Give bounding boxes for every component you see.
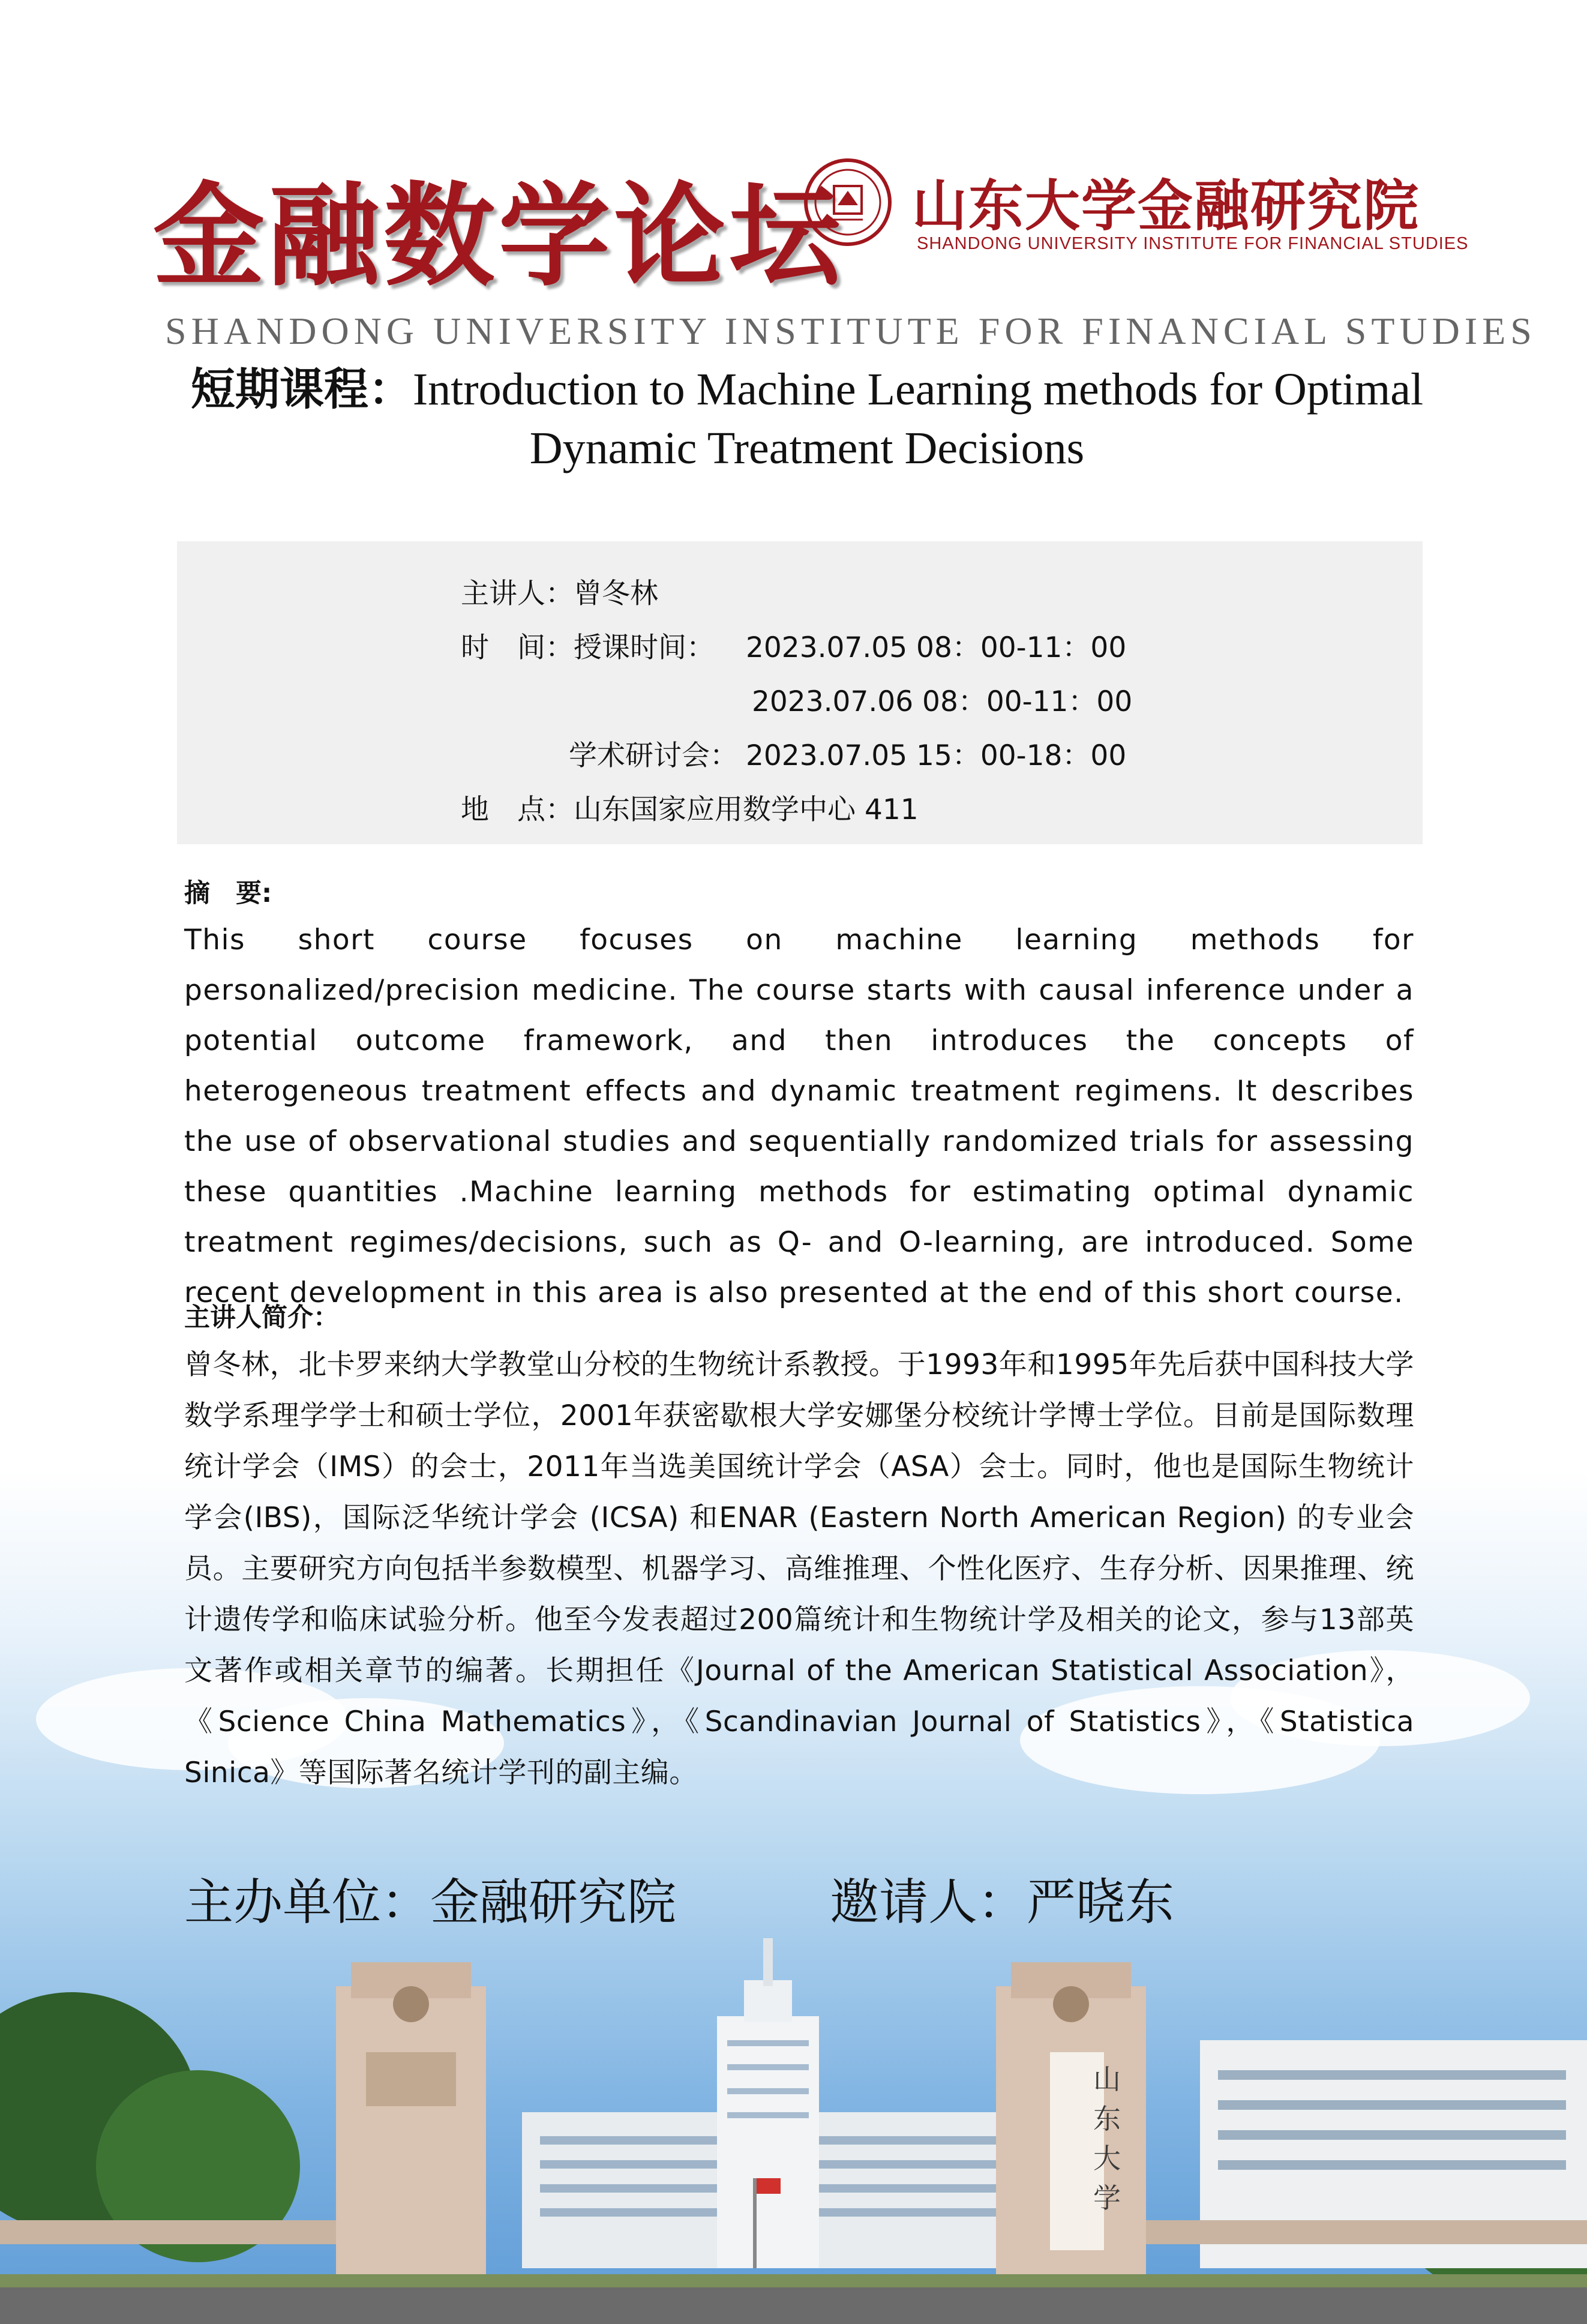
institute-name-en-large: SHANDONG UNIVERSITY INSTITUTE FOR FINANCIAL STUDIES [165, 310, 1537, 352]
institute-seal-icon [803, 157, 893, 247]
course-label: 短期课程： [190, 364, 413, 415]
abstract-heading: 摘 要: [184, 878, 272, 908]
seminar-time: 2023.07.05 15：00-18：00 [746, 739, 1127, 772]
time-row [461, 625, 715, 665]
lecture-time-1: 2023.07.05 08：00-11：00 [746, 631, 1127, 664]
institute-name-cn: 山东大学金融研究院 [912, 173, 1420, 238]
lecture-time-2: 2023.07.06 08：00-11：00 [752, 685, 1133, 718]
inviter-label: 邀请人： [830, 1874, 1027, 1931]
inviter-name: 严晓东 [1027, 1874, 1175, 1931]
course-title-line1: Introduction to Machine Learning methods for Optimal [412, 364, 1424, 415]
speaker-row [461, 571, 658, 611]
forum-title: 金融数学论坛 [153, 170, 845, 301]
speaker-name: 曾冬林 [574, 577, 658, 610]
seminar-label: 学术研讨会： [569, 739, 738, 772]
speaker-label: 主讲人： [461, 577, 574, 610]
location-value: 山东国家应用数学中心 411 [574, 793, 919, 826]
bio-text: 曾冬林，北卡罗来纳大学教堂山分校的生物统计系教授。于1993年和1995年先后获中国科技大学数学系理学学士和硕士学位，2001年获密歇根大学安娜堡分校统计学博士学位。目前是国际数理统计学会（IMS）的会士，2011年当选美国统计学会（ASA）会士。同时，他也是国际生物统计学会(IBS)，国际泛华统计学会 (ICSA) 和ENAR (Eastern North American Region) 的专业会员。主要研究方向包括半参数模型、机器学习、高维推理、个性化医疗、生存分析、因果推理、统计遗传学和临床试验分析。他至今发表超过200篇统计和生物统计学及相关的论文，参与13部英文著作或相关章节的编著。长期担任《Journal of the American Statistical Association》，《Science China Mathematics》，《Scandinavian Journal of Statistics》，《Statistica Sinica》等国际著名统计学刊的副主编。 [184, 1348, 1414, 1789]
abstract-text: This short course focuses on machine learning methods for personalized/precision medicine. The course starts with causal inference under a potential outcome framework, and then introduces the concepts of heterogeneous treatment effects and dynamic treatment regimens. It describes the use of observational studies and sequentially randomized trials for assessing these quantities .Machine learning methods for estimating optimal dynamic treatment regimes/decisions, such as Q- and O-learning, are introduced. Some recent development in this area is also presented at the end of this short course. [184, 923, 1414, 1309]
course-title-line2: Dynamic Treatment Decisions [529, 423, 1085, 473]
organizer-label: 主办单位： [184, 1874, 431, 1931]
organizer-name: 金融研究院 [430, 1874, 677, 1931]
seminar-row [569, 733, 738, 773]
gate-sign: 山东大学 [1093, 2063, 1121, 2214]
campus-gate-image [0, 1914, 1587, 2324]
institute-name-en-small: SHANDONG UNIVERSITY INSTITUTE FOR FINANCIAL STUDIES [917, 234, 1469, 253]
location-row [461, 787, 919, 827]
lecture-label: 授课时间： [574, 631, 715, 664]
location-label: 地 点： [461, 793, 574, 826]
time-label: 时 间： [461, 631, 574, 664]
bio-heading: 主讲人简介： [184, 1303, 339, 1333]
course-title [144, 360, 1470, 478]
